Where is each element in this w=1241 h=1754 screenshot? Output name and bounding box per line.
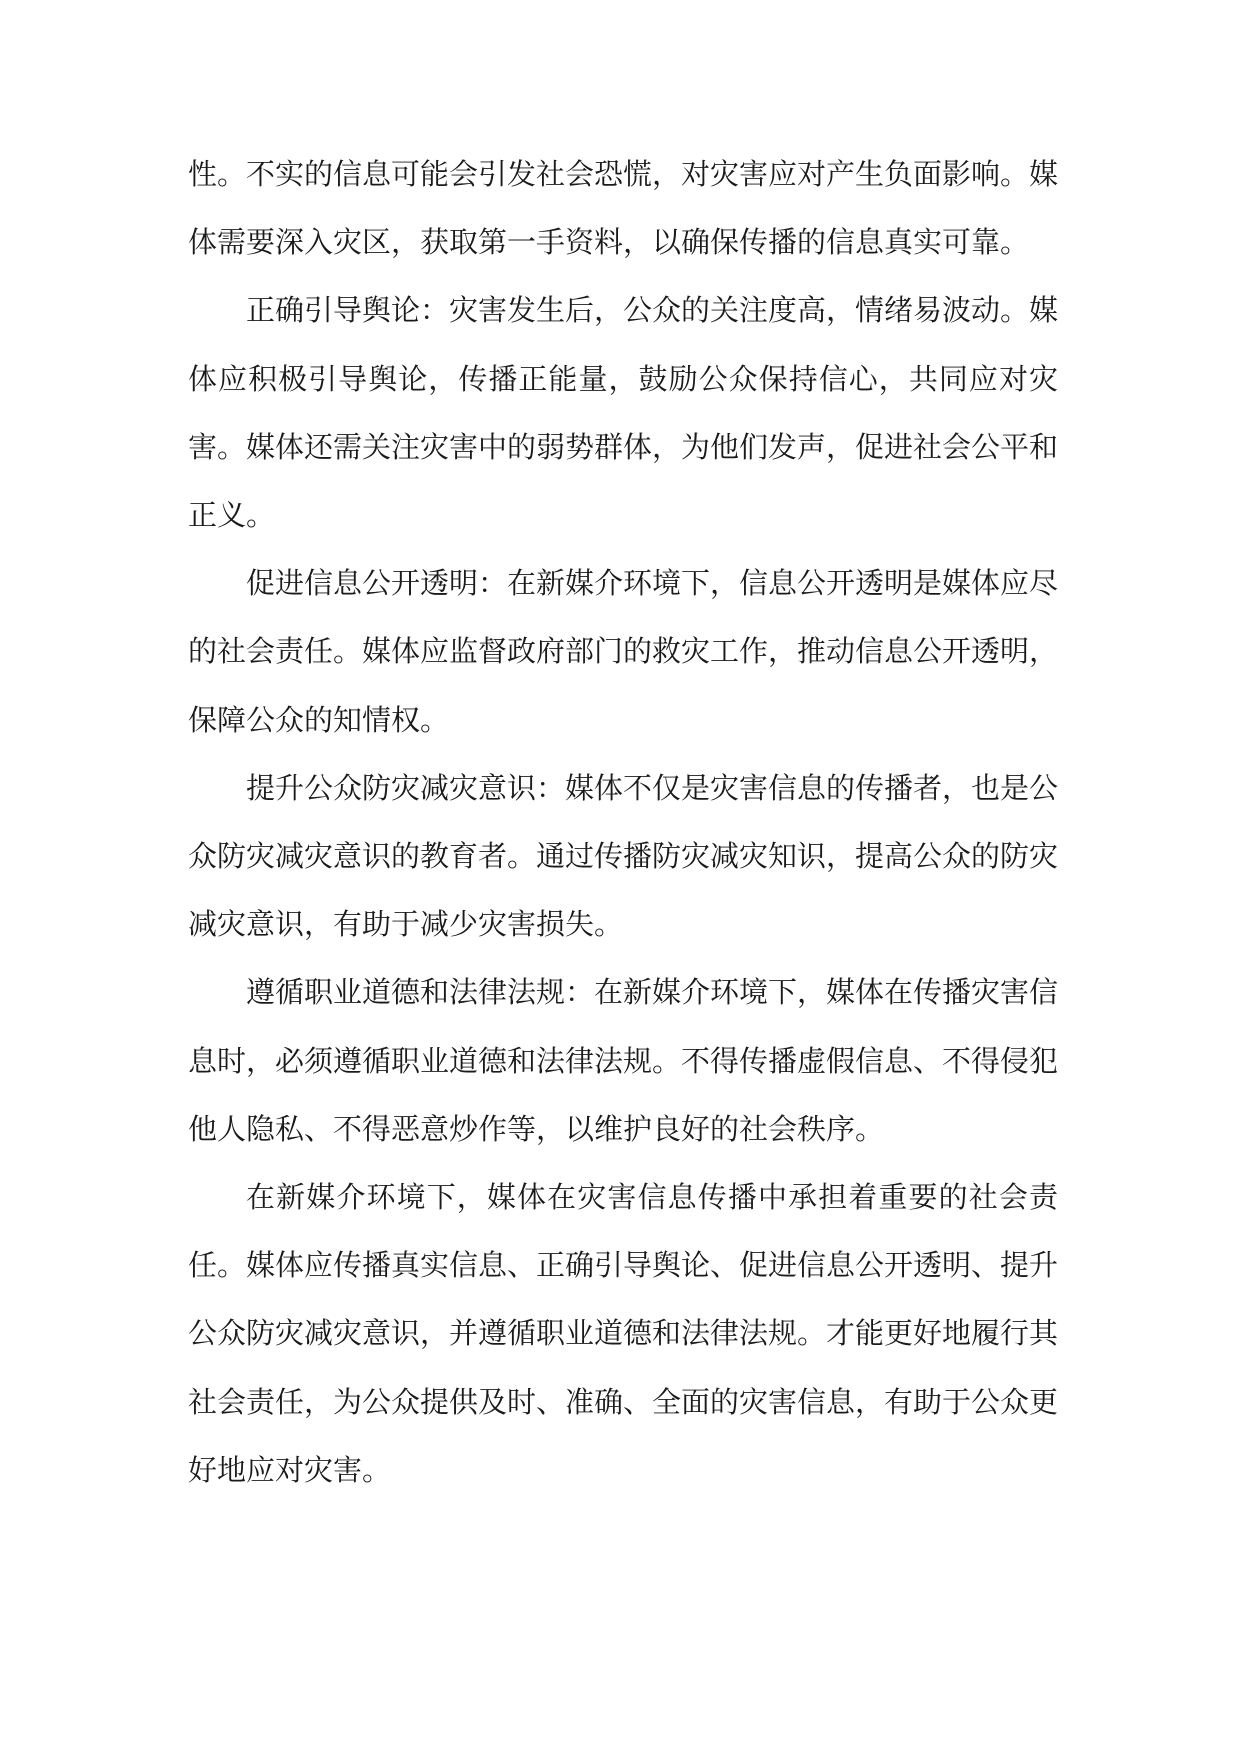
body-text (188, 140, 1058, 1504)
paragraph-information-transparency: 促进信息公开透明：在新媒介环境下，信息公开透明是媒体应尽的社会责任。媒体应监督政府部门的救灾工作，推动信息公开透明，保障公众的知情权。 (188, 566, 1059, 737)
paragraph-disaster-awareness: 提升公众防灾减灾意识：媒体不仅是灾害信息的传播者，也是公众防灾减灾意识的教育者。通过传播防灾减灾知识，提高公众的防灾减灾意识，有助于减少灾害损失。 (188, 770, 1059, 942)
paragraph-conclusion: 在新媒介环境下，媒体在灾害信息传播中承担着重要的社会责任。媒体应传播真实信息、正确引导舆论、促进信息公开透明、提升公众防灾减灾意识，并遵循职业道德和法律法规。才能更好地履行其社会责任，为公众提供及时、准确、全面的灾害信息，有助于公众更好地应对灾害。 (188, 1180, 1059, 1487)
paragraph-continuation: 性。不实的信息可能会引发社会恐慌，对灾害应对产生负面影响。媒体需要深入灾区，获取第一手资料，以确保传播的信息真实可靠。 (188, 157, 1059, 260)
paragraph-guide-public-opinion: 正确引导舆论：灾害发生后，公众的关注度高，情绪易波动。媒体应积极引导舆论，传播正能量，鼓励公众保持信心，共同应对灾害。媒体还需关注灾害中的弱势群体，为他们发声，促进社会公平和正义。 (188, 293, 1059, 533)
paragraph-ethics-and-law: 遵循职业道德和法律法规：在新媒介环境下，媒体在传播灾害信息时，必须遵循职业道德和法律法规。不得传播虚假信息、不得侵犯他人隐私、不得恶意炒作等，以维护良好的社会秩序。 (188, 975, 1059, 1146)
